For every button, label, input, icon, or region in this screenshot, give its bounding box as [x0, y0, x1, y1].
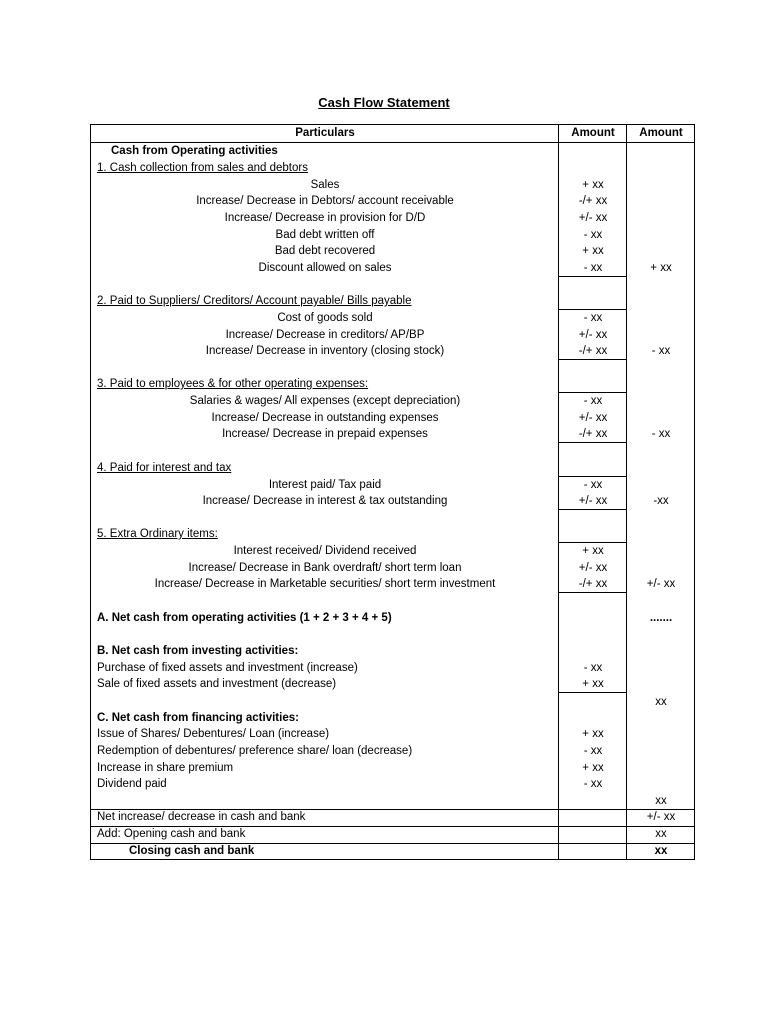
page-title: Cash Flow Statement [318, 95, 450, 110]
line-item-amount: - xx [583, 745, 603, 757]
line-item-label: Increase/ Decrease in Marketable securities/ short term investment [154, 578, 496, 590]
subtotal-rule [559, 509, 626, 510]
line-item-label: Dividend paid [97, 778, 167, 790]
section-total: -xx [653, 495, 669, 507]
subtotal-rule [559, 592, 626, 593]
line-item-label: Increase/ Decrease in prepaid expenses [222, 428, 428, 440]
line-item-amount: - xx [583, 312, 603, 324]
line-item-amount: -/+ xx [578, 428, 608, 440]
line-item-label: Purchase of fixed assets and investment (increase) [97, 662, 358, 674]
subtotal-rule [559, 442, 626, 443]
net-operating-label: A. Net cash from operating activities (1 + 2 + 3 + 4 + 5) [97, 612, 392, 624]
line-item-label: Redemption of debentures/ preference share/ loan (decrease) [97, 745, 413, 757]
line-item-amount: + xx [582, 728, 604, 740]
column-divider [626, 125, 627, 859]
line-item-amount: - xx [583, 778, 603, 790]
line-item-amount: -/+ xx [578, 345, 608, 357]
line-item-amount: - xx [583, 262, 603, 274]
summary-label: Net increase/ decrease in cash and bank [97, 811, 306, 823]
line-item-label: Increase/ Decrease in inventory (closing stock) [205, 345, 445, 357]
line-item-amount: + xx [582, 678, 604, 690]
line-item-label: Salaries & wages/ All expenses (except depreciation) [189, 395, 461, 407]
line-item-amount: +/- xx [578, 212, 608, 224]
section-total: + xx [650, 262, 672, 274]
section-title: C. Net cash from financing activities: [97, 712, 299, 724]
line-item-amount: - xx [583, 479, 603, 491]
line-item-amount: - xx [583, 229, 603, 241]
line-item-label: Cost of goods sold [277, 312, 373, 324]
line-item-label: Increase/ Decrease in creditors/ AP/BP [225, 329, 425, 341]
summary-amount: xx [655, 828, 667, 840]
line-item-amount: - xx [583, 395, 603, 407]
line-item-label: Increase/ Decrease in interest & tax outstanding [202, 495, 448, 507]
line-item-label: Issue of Shares/ Debentures/ Loan (increase) [97, 728, 330, 740]
section-total: xx [655, 795, 667, 807]
line-item-amount: -/+ xx [578, 195, 608, 207]
line-item-label: Discount allowed on sales [258, 262, 392, 274]
line-item-amount: + xx [582, 245, 604, 257]
line-item-label: Increase/ Decrease in Debtors/ account receivable [196, 195, 454, 207]
line-item-label: Interest paid/ Tax paid [268, 479, 382, 491]
cash-flow-table [90, 124, 695, 860]
summary-label: Add: Opening cash and bank [97, 828, 246, 840]
section-title: 1. Cash collection from sales and debtors [97, 162, 308, 174]
line-item-amount: +/- xx [578, 495, 608, 507]
line-item-label: Bad debt recovered [274, 245, 376, 257]
section-title: B. Net cash from investing activities: [97, 645, 299, 657]
line-item-amount: +/- xx [578, 562, 608, 574]
line-item-label: Sale of fixed assets and investment (decrease) [97, 678, 337, 690]
summary-amount: +/- xx [646, 811, 676, 823]
section-title: 5. Extra Ordinary items: [97, 528, 218, 540]
section-total: +/- xx [646, 578, 676, 590]
subtotal-rule [559, 359, 626, 360]
line-item-label: Bad debt written off [275, 229, 375, 241]
line-item-label: Increase/ Decrease in provision for D/D [224, 212, 426, 224]
subtotal-rule [559, 276, 626, 277]
section-total: xx [655, 696, 667, 708]
line-item-amount: + xx [582, 179, 604, 191]
line-item-amount: +/- xx [578, 329, 608, 341]
line-item-amount: -/+ xx [578, 578, 608, 590]
subtotal-rule [559, 692, 626, 693]
header-amount: Amount [571, 127, 615, 139]
section-title: 4. Paid for interest and tax [97, 462, 232, 474]
line-item-label: Increase in share premium [97, 762, 234, 774]
section-total: - xx [651, 428, 671, 440]
line-item-amount: +/- xx [578, 412, 608, 424]
line-item-label: Increase/ Decrease in outstanding expenses [211, 412, 439, 424]
line-item-amount: + xx [582, 545, 604, 557]
net-operating-value: ....... [649, 612, 673, 624]
section-title: 3. Paid to employees & for other operating expenses: [97, 378, 369, 390]
section-total: - xx [651, 345, 671, 357]
line-item-amount: + xx [582, 762, 604, 774]
section-title: 2. Paid to Suppliers/ Creditors/ Account payable/ Bills payable [97, 295, 412, 307]
closing-label: Closing cash and bank [129, 845, 255, 857]
line-item-label: Interest received/ Dividend received [233, 545, 417, 557]
line-item-label: Sales [310, 179, 340, 191]
operating-heading: Cash from Operating activities [111, 145, 278, 157]
line-item-label: Increase/ Decrease in Bank overdraft/ short term loan [188, 562, 462, 574]
header-amount: Amount [639, 127, 683, 139]
header-particulars: Particulars [295, 127, 355, 139]
closing-amount: xx [654, 845, 668, 857]
line-item-amount: - xx [583, 662, 603, 674]
